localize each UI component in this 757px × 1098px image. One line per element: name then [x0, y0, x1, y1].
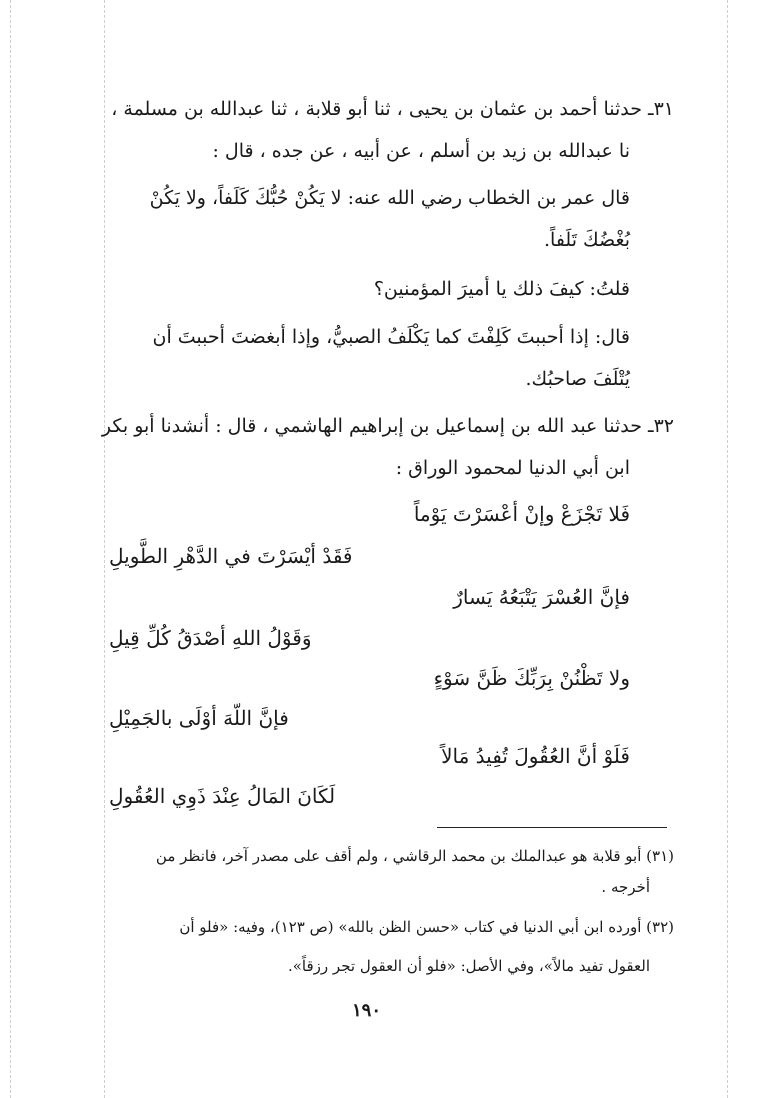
poem-verse-6: فإنَّ اللّهَ أوْلَى بالجَمِيْلِ	[109, 706, 289, 730]
poem-verse-4: وَقَوْلُ اللهِ أصْدَقُ كُلِّ قِيلِ	[109, 626, 312, 650]
page-number: ١٩٠	[352, 1000, 382, 1021]
poem-verse-7: فَلَوْ أنَّ العُقُولَ تُفِيدُ مَالاً	[441, 744, 630, 768]
footnote-separator	[437, 827, 667, 828]
hadith-32-line-1: ٣٢ـ حدثنا عبد الله بن إسماعيل بن إبراهيم الهاشمي ، قال : أنشدنا أبو بكر	[101, 415, 674, 437]
footnote-32-line-1: (٣٢) أورده ابن أبي الدنيا في كتاب «حسن الظن بالله» (ص ١٢٣)، وفيه: «فلو أن	[179, 918, 674, 936]
hadith-31-line-1: ٣١ـ حدثنا أحمد بن عثمان بن يحيى ، ثنا أبو قلابة ، ثنا عبدالله بن مسلمة ،	[111, 98, 674, 120]
poem-verse-1: فَلا تَجْزَعْ وإنْ أعْسَرْتَ يَوْماً	[413, 502, 630, 526]
poem-verse-8: لَكَانَ المَالُ عِنْدَ ذَوِي العُقُولِ	[109, 784, 336, 808]
footnote-31-line-2: أخرجه .	[601, 878, 650, 896]
hadith-31-line-3: قال عمر بن الخطاب رضي الله عنه: لا يَكُنْ حُبُّكَ كَلَفاً، ولا يَكُنْ	[149, 187, 630, 209]
hadith-31-line-4: بُغْضُكَ تَلَفاً.	[543, 229, 630, 251]
scan-margin-line	[727, 0, 728, 1098]
scan-margin-line	[104, 0, 105, 1098]
hadith-31-line-7: يُتْلَفَ صاحبُك.	[525, 368, 630, 390]
hadith-31-line-2: نا عبدالله بن زيد بن أسلم ، عن أبيه ، عن جده ، قال :	[212, 140, 630, 162]
footnote-32-line-2: العقول تفيد مالاً»، وفي الأصل: «فلو أن العقول تجر رزقاً».	[287, 957, 650, 975]
poem-verse-2: فَقَدْ أيْسَرْتَ في الدَّهْرِ الطَّويلِ	[109, 544, 353, 568]
footnote-31-line-1: (٣١) أبو قلابة هو عبدالملك بن محمد الرقاشي ، ولم أقف على مصدر آخر، فانظر من	[155, 847, 674, 865]
poem-verse-3: فإنَّ العُسْرَ يَتْبَعُهُ يَسارٌ	[453, 585, 630, 609]
hadith-31-line-5: قلتُ: كيفَ ذلك يا أميرَ المؤمنين؟	[373, 278, 630, 300]
hadith-31-line-6: قال: إذا أحببتَ كَلِفْتَ كما يَكْلَفُ الصبيُّ، وإذا أبغضتَ أحببتَ أن	[152, 326, 630, 348]
hadith-32-line-2: ابن أبي الدنيا لمحمود الوراق :	[395, 457, 630, 479]
scan-margin-line	[10, 0, 11, 1098]
poem-verse-5: ولا تَظْنُنْ بِرَبِّكَ ظَنَّ سَوْءٍ	[433, 666, 630, 690]
